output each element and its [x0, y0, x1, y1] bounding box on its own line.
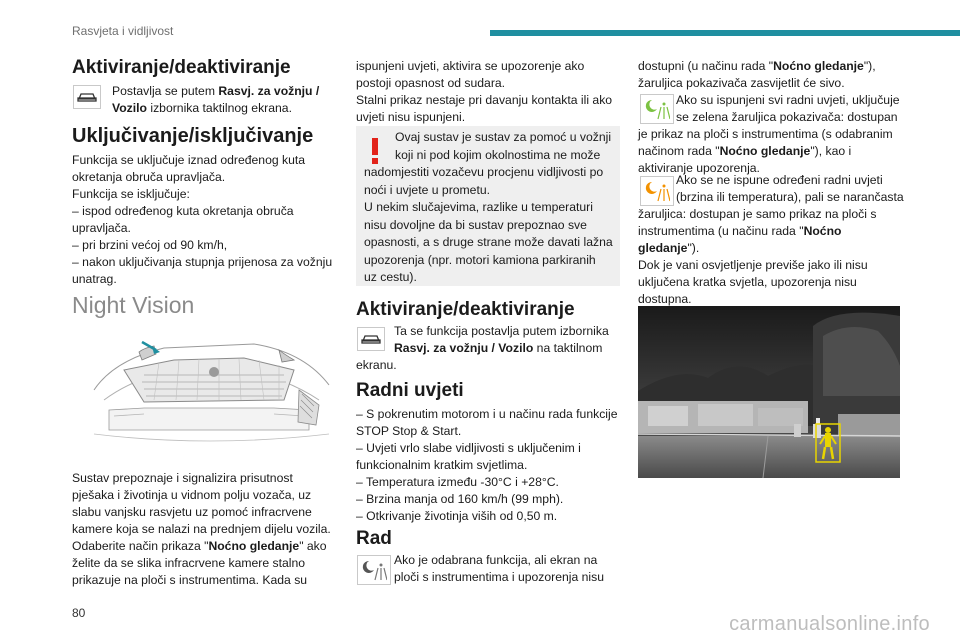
green-mode-post: "), kao i	[810, 144, 852, 158]
onoff-line-6: – nakon uključivanja stupnja prijenosa za vožnju	[72, 255, 333, 269]
warning-line-5: nisu dovoljne da bi sustav prepoznao sve	[364, 217, 587, 232]
onoff-line-5: – pri brzini većoj od 90 km/h,	[72, 238, 228, 252]
warning-line-8: uz cestu).	[364, 270, 417, 284]
col3-tail	[638, 257, 913, 308]
onoff-line-2: Funkcija se isključuje:	[72, 187, 190, 201]
onoff-line-1: okretanja obruča upravljača.	[72, 170, 226, 184]
rad-line-1: ploči s instrumentima i upozorenja nisu	[394, 570, 604, 584]
orange-mode-pre: instrumentima (u načinu rada "	[638, 224, 804, 238]
conditions-list	[356, 406, 631, 525]
condition-line-5: – Brzina manja od 160 km/h (99 mph).	[356, 492, 564, 506]
activate-2-menu-path: Rasvj. za vožnju / Vozilo	[394, 341, 534, 355]
night-vision-camera-image	[638, 306, 900, 478]
nv-line-3: kamere koja se nalazi na prednjem dijelu vozila.	[72, 522, 331, 536]
heading-activate: Aktiviranje/deaktiviranje	[72, 57, 291, 78]
orange-line-1: (brzina ili temperatura), pali se narančasta	[676, 190, 904, 204]
car-front-illustration	[84, 330, 334, 454]
night-vision-paragraph	[72, 470, 347, 589]
green-line-1: se zelena žaruljica pokazivača: dostupan	[676, 110, 898, 124]
orange-mode-bold2: gledanje	[638, 241, 688, 255]
nv-tail-line-1: prikazuje na ploči s instrumentima. Kada su	[72, 573, 308, 587]
warning-line-6: opasnosti, a s druge strane može davati lažna	[364, 235, 613, 249]
condition-line-6: – Otkrivanje životinja viših od 0,50 m.	[356, 509, 558, 523]
nv-mode-bold: Noćno gledanje	[208, 539, 300, 553]
onoff-line-3: – ispod određenog kuta okretanja obruča	[72, 204, 294, 218]
warning-line-1: koji ni pod kojim okolnostima ne može	[395, 147, 601, 162]
warning-text	[364, 129, 618, 287]
activate-text	[112, 83, 337, 117]
warning-line-7: upozorenja (npr. motori kamiona parkiranih	[364, 252, 596, 267]
col3-tail-line-2: dostupna.	[638, 292, 692, 306]
heading-rad: Rad	[356, 528, 392, 549]
nv-mode-pre: Odaberite način prikaza "	[72, 539, 209, 553]
heading-onoff: Uključivanje/isključivanje	[72, 125, 314, 147]
section-header: Rasvjeta i vidljivost	[72, 24, 174, 38]
heading-conditions: Radni uvjeti	[356, 380, 464, 401]
col2-top-line-1: postoji opasnost od sudara.	[356, 76, 506, 90]
green-line-0: Ako su ispunjeni svi radni uvjeti, uključuje	[676, 93, 900, 107]
onoff-line-4: upravljača.	[72, 221, 131, 235]
rad-text	[394, 552, 624, 586]
col3-l1-post: "),	[863, 59, 876, 73]
condition-line-4: – Temperatura između -30°C i +28°C.	[356, 475, 559, 489]
nv-lines	[72, 470, 347, 538]
orange-mode-post: ").	[687, 241, 700, 255]
col3-tail-line-0: Dok je vani osvjetljenje previše jako ili nisu	[638, 258, 868, 272]
col3-tail-line-1: uključena kratka svjetla, upozorenja nisu	[638, 275, 857, 289]
activate-menu-path: Rasvj. za vožnju / Vozilo	[112, 84, 320, 115]
column-1	[72, 57, 342, 80]
nv-line-1: pješaka i životinja u vidnom polju vozača, uz	[72, 488, 312, 502]
onoff-paragraph	[72, 152, 347, 288]
col3-line2: žaruljica pokazivača zasvijetlit će sivo.	[638, 76, 845, 90]
activate-2-line3: ekranu.	[356, 358, 397, 372]
orange-mode-line-2	[638, 240, 913, 257]
green-last: aktiviranje upozorenja.	[638, 161, 760, 175]
column-2-top-text	[356, 58, 626, 126]
activate-2-line2	[394, 340, 634, 357]
car-menu-icon	[357, 327, 385, 351]
condition-line-0: – S pokrenutim motorom i u načinu rada funkcije	[356, 407, 618, 421]
col2-top-line-2: Stalni prikaz nestaje pri davanju kontakta ili ako	[356, 93, 613, 107]
orange-line-2: žaruljica: dostupan je samo prikaz na ploči s	[638, 207, 877, 221]
green-mode-pre: načinom rada "	[638, 144, 720, 158]
condition-line-3: funkcionalnim kratkim svjetlima.	[356, 458, 528, 472]
activate-2-post: na taktilnom	[533, 341, 603, 355]
car-menu-icon	[73, 85, 101, 109]
col2-top-line-0: ispunjeni uvjeti, aktivira se upozorenje ako	[356, 59, 585, 73]
nv-line-2: slabu vanjsku rasvjetu uz pomoć infracrvene	[72, 505, 312, 519]
watermark: carmanualsonline.info	[729, 613, 930, 635]
night-vision-indicator-icon	[357, 555, 391, 585]
nv-tail-line-0: želite da se slika infracrvene kamere stalno	[72, 556, 306, 570]
nv-mode-line	[72, 538, 347, 555]
warning-line-4: U nekim slučajevima, razlike u temperaturi	[364, 200, 593, 214]
page-number: 80	[72, 606, 86, 620]
orange-mode-line	[638, 223, 913, 240]
activate-text-pre: Postavlja se putem	[112, 84, 219, 98]
col3-l1-bold: Noćno gledanje	[773, 59, 864, 73]
orange-mode-bold: Noćno	[803, 224, 842, 238]
green-line-2: je prikaz na ploči s instrumentima (s odabranim	[638, 127, 893, 141]
warning-line-0: Ovaj sustav je sustav za pomoć u vožnji	[395, 130, 612, 144]
condition-line-1: STOP Stop & Start.	[356, 424, 462, 438]
heading-night-vision: Night Vision	[72, 292, 195, 318]
green-mode-line	[638, 143, 913, 160]
nv-mode-post: " ako	[299, 539, 327, 553]
onoff-line-0: Funkcija se uključuje iznad određenog kuta	[72, 153, 306, 167]
heading-activate-2: Aktiviranje/deaktiviranje	[356, 299, 575, 320]
rad-line-0: Ako je odabrana funkcija, ali ekran na	[394, 553, 598, 567]
orange-line-0: Ako se ne ispune određeni radni uvjeti	[676, 173, 883, 187]
onoff-line-7: unatrag.	[72, 272, 117, 286]
orange-text	[638, 172, 913, 308]
nv-line-0: Sustav prepoznaje i signalizira prisutnost	[72, 471, 293, 485]
activate-text-post: izbornika taktilnog ekrana.	[146, 101, 292, 115]
col3-line1	[638, 58, 913, 75]
warning-line-3: noći i uvjete u prometu.	[364, 182, 491, 197]
header-accent-bar	[490, 30, 960, 36]
warning-line-2: nadomjestiti vozačevu procjenu vidljivosti po	[364, 165, 604, 179]
condition-line-2: – Uvjeti vrlo slabe vidljivosti s uključenim i	[356, 441, 581, 455]
warning-box	[356, 126, 620, 286]
col2-top-line-3: uvjeti nisu ispunjeni.	[356, 110, 466, 124]
col3-l1-pre: dostupni (u načinu rada "	[638, 59, 774, 73]
nv-tail-lines	[72, 555, 347, 589]
green-mode-bold: Noćno gledanje	[719, 144, 811, 158]
green-text	[638, 92, 913, 177]
activate-2-line1: Ta se funkcija postavlja putem izbornika	[394, 324, 609, 338]
